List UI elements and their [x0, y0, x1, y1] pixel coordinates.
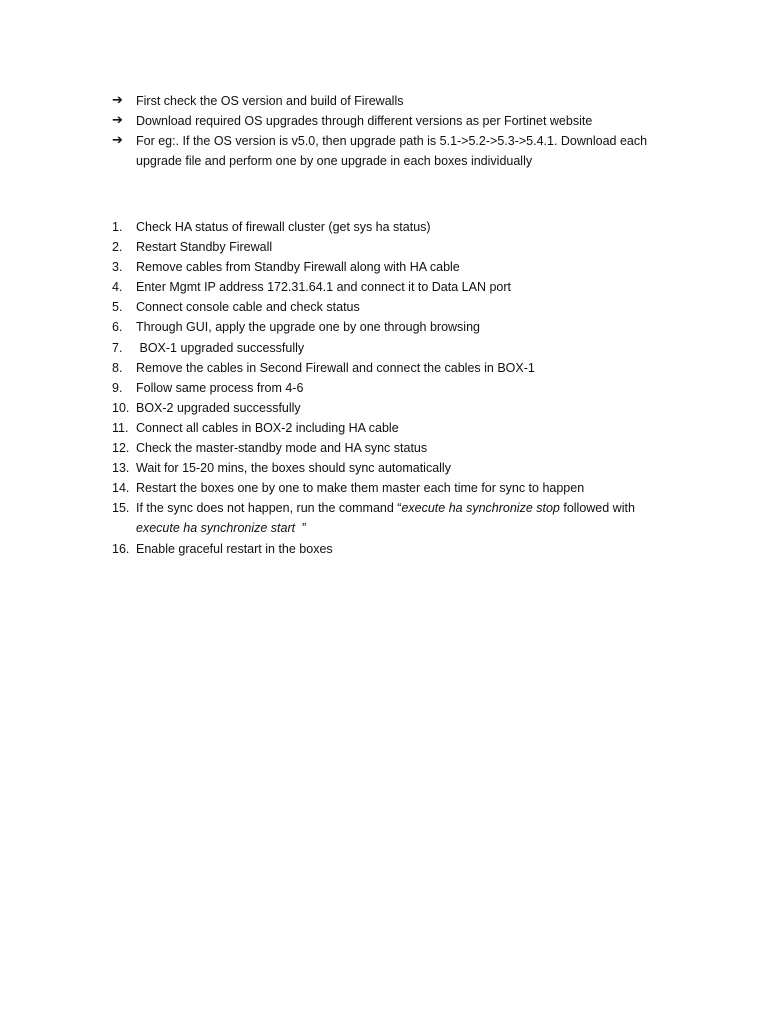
step-text: Check the master-standby mode and HA sync status [136, 441, 428, 456]
list-item [112, 277, 672, 297]
step-number: 2. [112, 240, 123, 255]
bullet-text: First check the OS version and build of Firewalls [136, 94, 404, 108]
bullet-text: Download required OS upgrades through different versions as per Fortinet website [136, 114, 593, 128]
list-item [112, 378, 672, 398]
step-text: Connect all cables in BOX-2 including HA cable [136, 420, 399, 435]
step-text: Remove cables from Standby Firewall along with HA cable [136, 260, 460, 275]
step-text: Wait for 15-20 mins, the boxes should sync automatically [136, 461, 451, 476]
step-number: 4. [112, 280, 123, 295]
step-text: BOX-2 upgraded successfully [136, 400, 301, 415]
step-text: Through GUI, apply the upgrade one by one through browsing [136, 320, 480, 335]
step-number: 8. [112, 360, 123, 375]
list-item [112, 478, 672, 498]
step-text-end: ” [295, 521, 307, 536]
step-text: BOX-1 upgraded successfully [136, 340, 305, 355]
bullet-text: For eg:. If the OS version is v5.0, then upgrade path is 5.1->5.2->5.3->5.4.1. Download each upgrade file and perform one by one upgrade in each boxes individually [136, 134, 648, 168]
list-item [112, 317, 672, 337]
step-text: Enter Mgmt IP address 172.31.64.1 and connect it to Data LAN port [136, 280, 511, 295]
bullet-item [112, 131, 672, 171]
step-number: 9. [112, 380, 123, 395]
list-item [112, 539, 672, 559]
command-start: execute ha synchronize start [136, 521, 296, 536]
step-text: Remove the cables in Second Firewall and connect the cables in BOX-1 [136, 360, 535, 375]
list-item [112, 438, 672, 458]
arrow-right-icon: ➔ [112, 93, 123, 108]
step-number: 16. [112, 541, 130, 556]
list-item [112, 358, 672, 378]
list-item [112, 237, 672, 257]
step-text: Connect console cable and check status [136, 300, 360, 315]
list-item [112, 398, 672, 418]
step-number: 1. [112, 220, 123, 234]
step-number: 15. [112, 501, 130, 516]
list-item [112, 458, 672, 478]
list-item [112, 498, 672, 538]
list-item [112, 257, 672, 277]
bullet-item [112, 111, 672, 131]
step-number: 3. [112, 260, 123, 275]
step-number: 14. [112, 481, 130, 496]
upgrade-steps-list [112, 217, 672, 559]
step-text: Restart the boxes one by one to make them master each time for sync to happen [136, 481, 585, 496]
step-number: 10. [112, 400, 130, 415]
list-item [112, 297, 672, 317]
list-item [112, 217, 672, 237]
step-number: 13. [112, 461, 130, 476]
step-number: 6. [112, 320, 123, 335]
intro-bullet-list [112, 91, 672, 171]
list-item [112, 418, 672, 438]
step-number: 5. [112, 300, 123, 315]
step-text: Restart Standby Firewall [136, 240, 273, 255]
command-stop: execute ha synchronize stop [401, 501, 560, 516]
step-text: Follow same process from 4-6 [136, 380, 304, 395]
step-text: Enable graceful restart in the boxes [136, 541, 333, 556]
list-item [112, 338, 672, 358]
step-number: 7. [112, 340, 123, 355]
step-number: 12. [112, 441, 130, 456]
step-text [136, 498, 672, 538]
step-number: 11. [112, 420, 129, 435]
step-text-mid: followed with [559, 501, 639, 516]
step-text-lead: If the sync does not happen, run the command “ [136, 501, 402, 516]
arrow-right-icon: ➔ [112, 113, 123, 128]
arrow-right-icon: ➔ [112, 133, 123, 148]
bullet-item [112, 91, 672, 111]
step-text: Check HA status of firewall cluster (get sys ha status) [136, 220, 431, 234]
